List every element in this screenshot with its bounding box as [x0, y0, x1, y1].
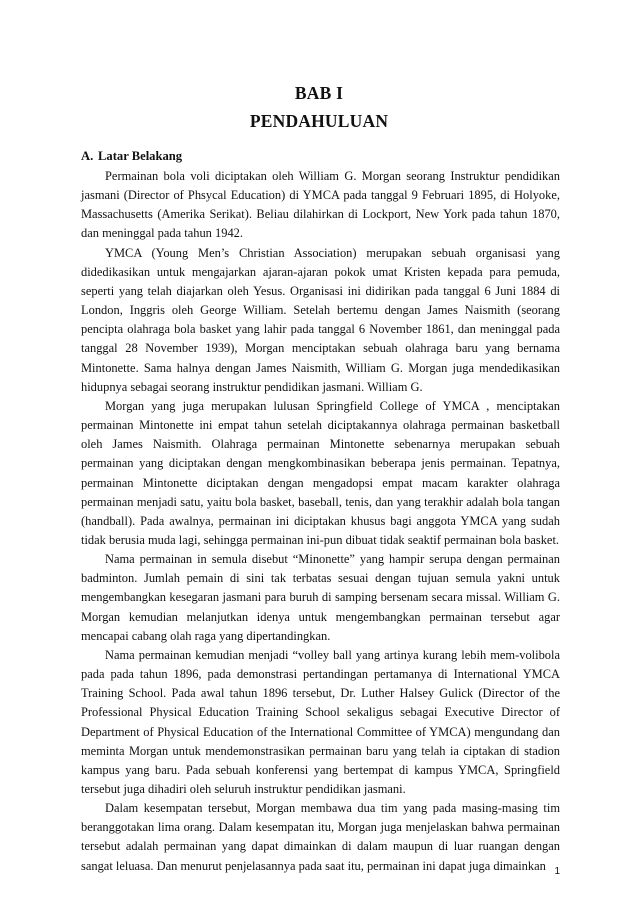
- chapter-title: PENDAHULUAN: [249, 111, 389, 131]
- body-text: [81, 167, 560, 876]
- section-heading: [81, 149, 182, 164]
- paragraph: YMCA (Young Men’s Christian Association) merupakan sebuah organisasi yang didedikasikan untuk mengajarkan ajaran-ajaran pokok umat Kristen kepada para pemuda, seperti yang telah diajarkan oleh Yesus. Organisasi ini didirikan pada tanggal 6 Juni 1884 di London, Inggris oleh George William. Setelah bertemu dengan James Naismith (seorang pencipta olahraga bola basket yang lahir pada tanggal 6 November 1861, dan meninggal pada tanggal 28 November 1939), Morgan menciptakan sebuah olahraga baru yang bernama Mintonette. Sama halnya dengan James Naismith, William G. Morgan juga mendedikasikan hidupnya sebagai seorang instruktur pendidikan jasmani. William G.: [81, 245, 560, 394]
- paragraph: Nama permainan kemudian menjadi “volley ball yang artinya kurang lebih mem-volibola pada pada tahun 1896, pada demonstrasi pertandingan pertamanya di International YMCA Training School. Pada awal tahun 1896 tersebut, Dr. Luther Halsey Gulick (Director of the Professional Physical Education Training School sekaligus sebagai Executive Director of Department of Physical Education of the International Committee of YMCA) mengundang dan meminta Morgan untuk mendemonstrasikan permainan baru yang telah ia ciptakan di stadion kampus yang baru. Pada sebuah konferensi yang bertempat di kampus YMCA, Springfield tersebut juga dihadiri oleh seluruh instruktur pendidikan jasmani.: [81, 647, 560, 796]
- paragraph: Dalam kesempatan tersebut, Morgan membawa dua tim yang pada masing-masing tim beranggotakan lima orang. Dalam kesempatan itu, Morgan juga menjelaskan bahwa permainan tersebut adalah permainan yang dapat dimainkan di dalam maupun di luar ruangan dengan sangat leluasa. Dan menurut penjelasannya pada saat itu, permainan ini dapat juga dimainkan: [81, 801, 560, 873]
- paragraph: Nama permainan in semula disebut “Minonette” yang hampir serupa dengan permainan badminton. Jumlah pemain di sini tak terbatas sesuai dengan tujuan semula yakni untuk mengembangkan kesegaran jasmani para buruh di samping bersenam secara missal. William G. Morgan kemudian melanjutkan idenya untuk mengembangkan permainan tersebut agar mencapai cabang olah raga yang dipertandingkan.: [81, 552, 560, 643]
- chapter-label: BAB I: [294, 83, 344, 103]
- section-title: Latar Belakang: [98, 149, 183, 163]
- section-letter: A.: [81, 149, 94, 163]
- page-number: 1: [554, 866, 560, 877]
- paragraph: Permainan bola voli diciptakan oleh William G. Morgan seorang Instruktur pendidikan jasmani (Director of Phsycal Education) di YMCA pada tanggal 9 Februari 1895, di Holyoke, Massachusetts (Amerika Serikat). Beliau dilahirkan di Lockport, New York pada tahun 1870, dan meninggal pada tahun 1942.: [81, 169, 560, 241]
- paragraph: Morgan yang juga merupakan lulusan Springfield College of YMCA , menciptakan permainan Mintonette ini empat tahun setelah diciptakannya olahraga permainan basketball oleh James Naismith. Olahraga permainan Mintonette sebenarnya merupakan sebuah permainan yang diciptakan dengan mengkombinasikan beberapa jenis permainan. Tepatnya, permainan Mintonette diciptakan dengan mengadopsi empat macam karakter olahraga permainan menjadi satu, yaitu bola basket, baseball, tenis, dan yang terakhir adalah bola tangan (handball). Pada awalnya, permainan ini diciptakan khusus bagi anggota YMCA yang sudah tidak berusia muda lagi, sehingga permainan ini-pun dibuat tidak seaktif permainan bola basket.: [81, 398, 560, 547]
